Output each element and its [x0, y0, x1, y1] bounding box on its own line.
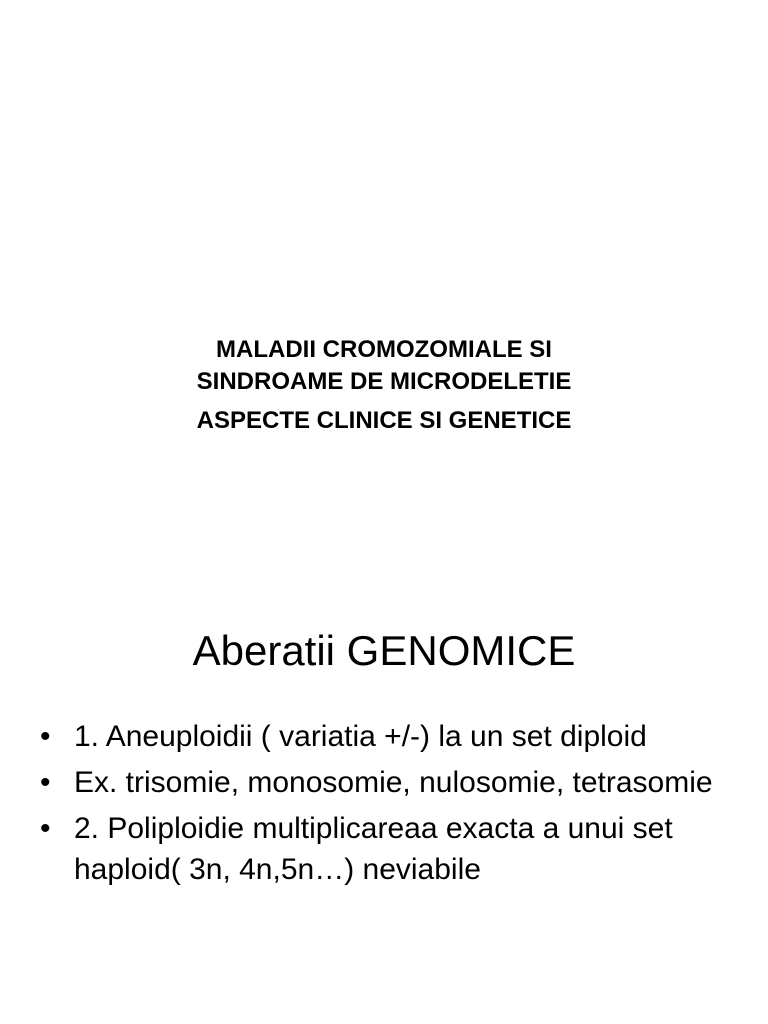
bullet-text-1: 1. Aneuploidii ( variatia +/-) la un set diploid	[74, 720, 647, 753]
bullet-item-1	[40, 716, 740, 757]
content-slide	[0, 576, 768, 1024]
bullet-text-3: 2. Poliploidie multiplicareaa exacta a unui set haploid( 3n, 4n,5n…) neviabile	[74, 812, 673, 886]
title-line-1: MALADII CROMOZOMIALE SI	[216, 336, 552, 363]
bullet-item-3	[40, 808, 740, 890]
bullet-item-2	[40, 762, 740, 803]
bullet-icon: •	[40, 766, 51, 799]
title-line-2: SINDROAME DE MICRODELETIE	[196, 368, 572, 395]
bullet-icon: •	[40, 720, 51, 753]
slide-heading: Aberatii GENOMICE	[192, 627, 576, 674]
slide-title	[0, 334, 768, 437]
title-line-3: ASPECTE CLINICE SI GENETICE	[196, 407, 572, 434]
bullet-text-2: Ex. trisomie, monosomie, nulosomie, tetrasomie	[74, 766, 713, 799]
bullet-icon: •	[40, 812, 51, 845]
bullet-list	[40, 716, 740, 895]
